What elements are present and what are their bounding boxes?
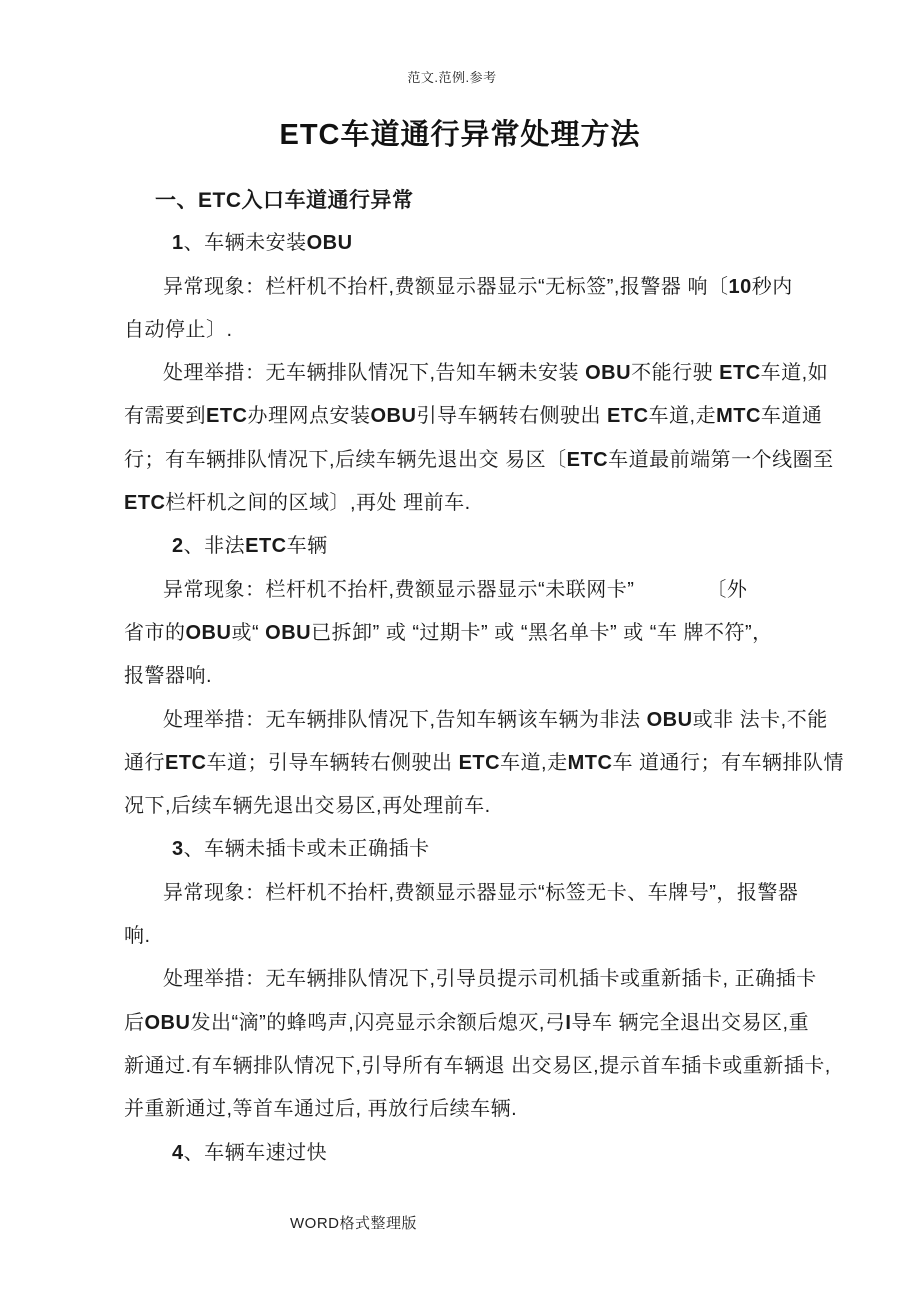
- text-segment: 已拆卸” 或 “过期卡” 或 “黑名单卡” 或 “车 牌不符”，: [311, 621, 773, 644]
- text-segment: 车道通: [760, 405, 823, 428]
- para-line: [124, 1088, 808, 1131]
- text-segment: 有需要到: [124, 405, 206, 428]
- text-segment: 行；有车辆排队情况下,后续车辆先退出交 易区〔: [124, 448, 567, 471]
- text-segment: 、车辆车速过快: [183, 1141, 328, 1164]
- text-segment: 办理网点安装: [247, 405, 371, 428]
- text-segment: 车道,走: [648, 405, 717, 428]
- text-segment: 况下,后续车辆先退出交易区,再处理前车.: [124, 795, 491, 818]
- para-line: [124, 699, 828, 742]
- text-segment: ETC: [165, 751, 207, 774]
- text-segment: 导车 辆完全退出交易区,重: [571, 1011, 810, 1034]
- text-segment: 响.: [124, 925, 151, 948]
- subsection-1-heading: [124, 222, 808, 265]
- text-segment: OBU: [646, 708, 693, 731]
- text-segment: 发出“滴”的蜂鸣声,闪亮显示余额后熄灭,弓: [190, 1011, 566, 1034]
- para-line: [124, 309, 808, 352]
- subsection-3-heading: [124, 828, 808, 871]
- text-segment: ETC: [458, 751, 501, 774]
- subsection-2-heading: [124, 525, 808, 568]
- text-segment: ETC: [566, 448, 609, 471]
- text-segment: MTC: [716, 405, 761, 428]
- text-segment: OBU: [185, 621, 232, 644]
- text-segment: I: [565, 1011, 572, 1034]
- text-segment: 通行: [124, 751, 165, 774]
- text-segment: OBU: [144, 1011, 191, 1034]
- para-line: [124, 785, 808, 828]
- text-segment: 处理举措：无车辆排队情况下,告知车辆未安装: [163, 362, 586, 385]
- para-line: [124, 569, 808, 612]
- page-footer-text: WORD格式整理版: [290, 1215, 417, 1232]
- text-segment: OBU: [585, 362, 632, 385]
- para-line: [124, 439, 834, 482]
- text-segment: OBU: [265, 621, 312, 644]
- text-segment: 处理举措：无车辆排队情况下,告知车辆该车辆为非法: [163, 708, 647, 731]
- text-segment: ETC: [206, 405, 248, 428]
- text-segment: 异常现象：栏杆机不抬杆,费额显示器显示“标签无卡、车牌号”，报警器: [163, 881, 799, 904]
- para-line: [124, 655, 808, 698]
- text-segment: ETC: [607, 405, 649, 428]
- page-header-text: 范文.范例.参考: [407, 70, 497, 85]
- subsection-4-heading: [124, 1132, 808, 1175]
- para-line: [124, 612, 808, 655]
- text-segment: 车道,如: [760, 362, 829, 385]
- text-segment: ETC: [124, 492, 166, 515]
- text-segment: 秒内: [751, 275, 793, 298]
- para-line: [124, 395, 823, 438]
- text-segment: 报警器响.: [124, 665, 213, 688]
- text-segment: 不能行驶: [631, 362, 720, 385]
- para-line: [124, 872, 808, 915]
- para-line: [124, 958, 817, 1001]
- para-line: [124, 1002, 808, 1045]
- text-segment: 车道最前端第一个线圈至: [608, 448, 834, 471]
- text-segment: 、车辆未安装: [183, 232, 307, 255]
- text-segment: 引导车辆转右侧驶出: [416, 405, 608, 428]
- text-segment: 后: [124, 1011, 145, 1034]
- para-line: [124, 1045, 831, 1088]
- text-segment: MTC: [567, 751, 613, 774]
- text-segment: ETC: [245, 535, 287, 558]
- text-segment: 2: [172, 535, 184, 558]
- para-line: [124, 482, 808, 525]
- text-segment: 并重新通过,等首车通过后, 再放行后续车辆.: [124, 1098, 518, 1121]
- text-segment: 车道；引导车辆转右侧驶出: [206, 751, 459, 774]
- para-line: [124, 352, 829, 395]
- text-segment: 或非 法卡,不能: [692, 708, 828, 731]
- text-segment: 新通过.有车辆排队情况下,引导所有车辆退 出交易区,提示首车插卡或重新插卡,: [124, 1054, 831, 1077]
- document-body: [124, 179, 845, 1175]
- section-1-heading: [124, 179, 808, 222]
- para-line: [124, 266, 808, 309]
- text-segment: 栏杆机之间的区域〕,再处 理前车.: [165, 492, 471, 515]
- text-segment: 、非法: [183, 535, 246, 558]
- text-segment: 自动停止〕.: [124, 318, 233, 341]
- text-segment: 车道,走: [500, 751, 568, 774]
- text-segment: 10: [728, 275, 752, 298]
- text-segment: 、车辆未插卡或未正确插卡: [183, 838, 430, 861]
- text-segment: 一、ETC入口车道通行异常: [155, 189, 414, 212]
- text-segment: 1: [172, 232, 184, 255]
- text-segment: OBU: [306, 232, 353, 255]
- text-segment: 或“: [231, 621, 266, 644]
- text-segment: 车 道通行；有车辆排队情: [612, 751, 845, 774]
- text-segment: 异常现象：栏杆机不抬杆,费额显示器显示“未联网卡” 〔外: [163, 578, 748, 601]
- text-segment: 3: [172, 838, 184, 861]
- text-segment: 处理举措：无车辆排队情况下,引导员提示司机插卡或重新插卡, 正确插卡: [163, 968, 817, 991]
- text-segment: OBU: [370, 405, 417, 428]
- text-segment: ETC: [719, 362, 761, 385]
- text-segment: 车辆: [286, 535, 328, 558]
- text-segment: 4: [172, 1141, 184, 1164]
- text-segment: 异常现象：栏杆机不抬杆,费额显示器显示“无标签”,报警器 响〔: [163, 275, 729, 298]
- para-line: [124, 742, 845, 785]
- text-segment: 省市的: [124, 621, 186, 644]
- para-line: [124, 915, 808, 958]
- document-title: ETC车道通行异常处理方法: [279, 119, 641, 151]
